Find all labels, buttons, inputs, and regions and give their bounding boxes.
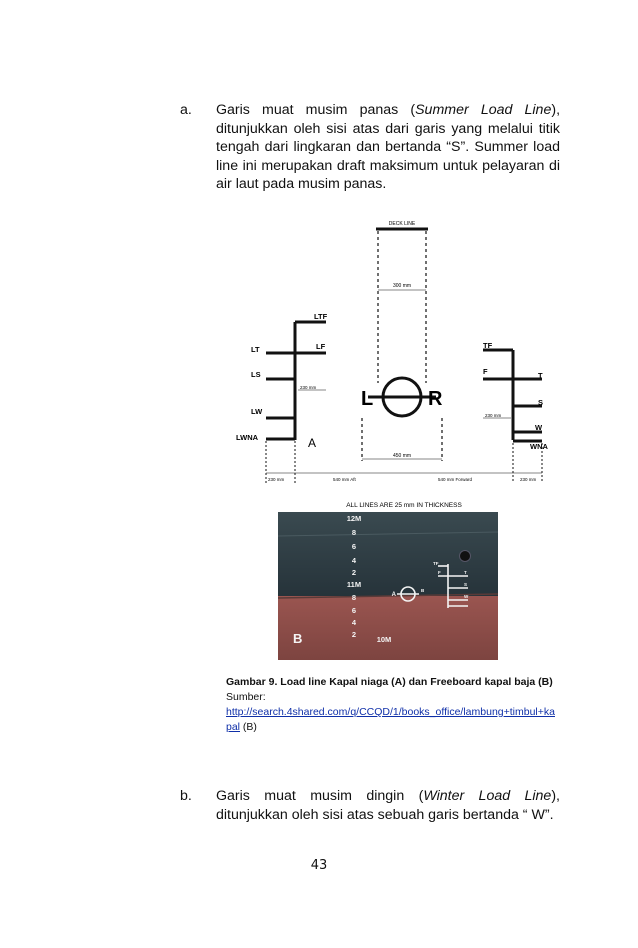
right-mark-f: F [483, 367, 488, 376]
dim-450-label: 450 mm [392, 453, 412, 459]
svg-text:S: S [464, 582, 468, 587]
svg-text:TF: TF [433, 561, 439, 566]
paragraph-b-text [216, 787, 560, 824]
right-mark-s: S [538, 398, 544, 407]
paragraph-a-text [216, 101, 560, 194]
draft-mark-8a: 8 [351, 528, 357, 537]
circle-label-l: L [361, 388, 374, 410]
dim-230-bottom-left: 230 mm [268, 477, 285, 482]
right-mark-w: W [535, 423, 543, 432]
paragraph-a-term: Summer Load Line [415, 102, 552, 118]
dim-540-aft: 540 mm Aft [333, 477, 356, 482]
dim-300-label: 300 mm [392, 283, 412, 289]
svg-text:W: W [464, 594, 469, 599]
page-number: 43 [310, 858, 328, 873]
draft-mark-10m: 10M [376, 635, 392, 644]
draft-mark-6a: 6 [351, 542, 357, 551]
dim-540-forward: 540 mm Forward [438, 477, 473, 482]
draft-mark-4b: 4 [351, 618, 357, 627]
paragraph-a-pre: Garis muat musim panas ( [216, 102, 416, 118]
left-mark-lt: LT [251, 345, 260, 354]
left-mark-lf: LF [316, 342, 326, 351]
right-mark-t: T [538, 371, 543, 380]
deck-line-label: DECK LINE [388, 221, 416, 227]
photo-circle-label-a: A [391, 592, 396, 598]
photo-circle-label-b: B [421, 588, 425, 593]
paragraph-b-term: Winter Load Line [423, 788, 552, 804]
draft-mark-12m: 12M [346, 514, 362, 523]
draft-mark-2a: 2 [351, 568, 357, 577]
left-mark-ltf: LTF [314, 312, 328, 321]
draft-mark-6b: 6 [351, 606, 357, 615]
caption-source-line [226, 705, 556, 735]
caption-source-label: Sumber: [226, 691, 266, 703]
paragraph-a-post: ), ditunjukkan oleh sisi atas dari garis yang melalui titik tengah dari lingkaran dan bertanda “S”. Summer load line ini merupakan draft maksimum untuk pelayaran di air laut pada musim panas. [216, 102, 561, 192]
list-marker-b: b. [180, 788, 192, 804]
paragraph-b [180, 787, 560, 847]
svg-text:T: T [464, 570, 467, 575]
caption-source-link[interactable]: http://search.4shared.com/q/CCQD/1/books_office/lambung+timbul+kapal [226, 706, 555, 733]
dim-230-right: 230 mm [485, 413, 502, 418]
right-mark-wna: WNA [530, 442, 548, 451]
hull-port-hole [460, 551, 471, 562]
draft-mark-8b: 8 [351, 593, 357, 602]
draft-mark-11m: 11M [346, 580, 362, 589]
left-mark-ls: LS [251, 370, 261, 379]
left-mark-lwna: LWNA [236, 433, 259, 442]
load-line-diagram [228, 215, 556, 511]
panel-label-b: B [293, 631, 303, 646]
svg-text:F: F [438, 570, 441, 575]
figure-caption [226, 675, 556, 735]
caption-title: Gambar 9. Load line Kapal niaga (A) dan Freeboard kapal baja (B) [226, 676, 553, 688]
circle-label-r: R [428, 388, 443, 410]
caption-link-suffix: (B) [240, 721, 257, 733]
right-mark-tf: TF [483, 341, 493, 350]
draft-mark-2b: 2 [351, 630, 357, 639]
dim-230-left: 230 mm [300, 385, 317, 390]
left-mark-lw: LW [251, 407, 263, 416]
freeboard-photo [278, 512, 498, 660]
panel-label-a: A [308, 436, 317, 450]
paragraph-b-pre: Garis muat musim dingin ( [216, 788, 424, 804]
paragraph-a [180, 101, 560, 197]
dim-230-bottom-right: 230 mm [520, 477, 537, 482]
draft-mark-4a: 4 [351, 556, 357, 565]
list-marker-a: a. [180, 102, 192, 118]
paragraph-b-post: ), ditunjukkan oleh sisi atas sebuah garis bertanda “ W”. [216, 788, 560, 823]
figure-a-footer: ALL LINES ARE 25 mm IN THICKNESS [346, 502, 462, 509]
